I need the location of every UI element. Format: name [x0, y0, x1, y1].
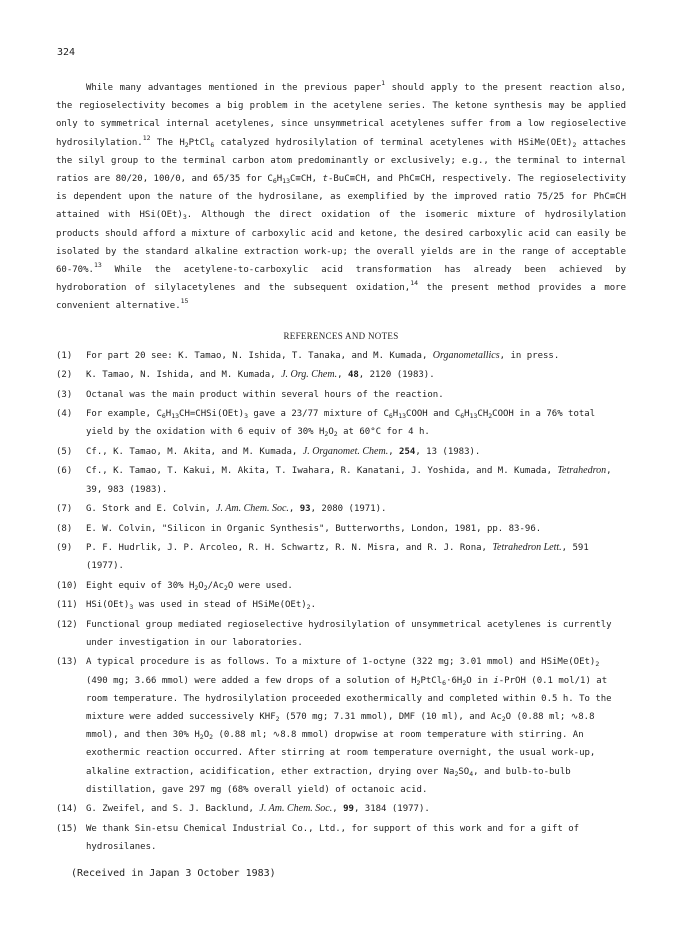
- reference-item: [56, 577, 626, 595]
- reference-text: K. Tamao, N. Ishida, and M. Kumada, J. Org. Chem., 48, 2120 (1983).: [86, 369, 435, 381]
- reference-item: [56, 500, 626, 518]
- reference-item: [56, 596, 626, 614]
- reference-number: (15): [56, 823, 78, 834]
- reference-number: (2): [56, 370, 73, 381]
- reference-item: [56, 616, 626, 652]
- received-date: (Received in Japan 3 October 1983): [71, 868, 276, 880]
- reference-item: [56, 347, 626, 365]
- reference-item: [56, 653, 626, 799]
- reference-text: A typical procedure is as follows. To a mixture of 1-octyne (322 mg; 3.01 mmol) and $HSiMe(OEt)_2$ (490 mg; 3.66 mmol) were added a few drops of a solution of $H_2PtCl_6\cdot 6H_2O$ in i-PrOH (0.1 mol/1) at room temperature. The hydrosilylation proceeded exothermically and completed within 0.5 h. To the mixture were added successively $KHF_2$ (570 mg; 7.31 mmol), DMF (10 ml), and $Ac_2O$ (0.88 ml; ∿8.8 mmol), and then 30% $H_2O_2$ (0.88 ml; ∿8.8 mmol) dropwise at room temperature with stirring. An exothermic reaction occurred. After stirring at room temperature overnight, the usual work-up, alkaline extraction, acidification, ether extraction, drying over $Na_2SO_4$, and bulb-to-bulb distillation, gave 297 mg (68% overall yield) of octanoic acid.: [86, 657, 612, 795]
- reference-item: [56, 366, 626, 384]
- page-number: 324: [57, 47, 76, 58]
- reference-number: (3): [56, 389, 73, 400]
- reference-text: Octanal was the main product within several hours of the reaction.: [86, 389, 444, 400]
- reference-item: [56, 539, 626, 575]
- reference-text: G. Zweifel, and S. J. Backlund, J. Am. Chem. Soc., 99, 3184 (1977).: [86, 803, 430, 815]
- reference-item: [56, 405, 626, 441]
- reference-number: (7): [56, 504, 73, 515]
- reference-number: (12): [56, 619, 78, 630]
- reference-text: E. W. Colvin, "Silicon in Organic Synthesis", Butterworths, London, 1981, pp. 83-96.: [86, 523, 542, 534]
- body-paragraph: While many advantages mentioned in the previous paper$^1$ should apply to the present reaction also, the regioselectivity becomes a big problem in the acetylene series. The ketone synthesis may be applied only to symmetrical internal acetylenes, since unsymmetrical acetylenes suffer from a low regioselective hydrosilylation.$^{12}$ The $H_2PtCl_6$ catalyzed hydrosilylation of terminal acetylenes with $HSiMe(OEt)_2$ attaches the silyl group to the terminal carbon atom predominantly or exclusively; e.g., the terminal to internal ratios are 80/20, 100/0, and 65/35 for $C_6H_{13}C\equiv CH$, t-BuC≡CH, and PhC≡CH, respectively. The regioselectivity is dependent upon the nature of the hydrosilane, as exemplified by the improved ratio 75/25 for PhC≡CH attained with $HSi(OEt)_3$. Although the direct oxidation of the isomeric mixture of hydrosilylation products should afford a mixture of carboxylic acid and ketone, the desired carboxylic acid can easily be isolated by the standard alkaline extraction work-up; the overall yields are in the range of acceptable 60-70%.$^{13}$ While the acetylene-to-carboxylic acid transformation has already been achieved by hydroboration of silylacetylenes and the subsequent oxidation,$^{14}$ the present method provides a more convenient alternative.$^{15}$: [56, 79, 627, 312]
- reference-text: Cf., K. Tamao, T. Kakui, M. Akita, T. Iwahara, R. Kanatani, J. Yoshida, and M. Kumada, Tetrahedron, 39, 983 (1983).: [86, 465, 612, 495]
- reference-text: $HSi(OEt)_3$ was used in stead of $HSiMe(OEt)_2$.: [86, 600, 317, 612]
- reference-item: [56, 820, 626, 856]
- reference-text: Cf., K. Tamao, M. Akita, and M. Kumada, J. Organomet. Chem., 254, 13 (1983).: [86, 445, 481, 457]
- reference-number: (10): [56, 580, 78, 591]
- references-heading: REFERENCES AND NOTES: [283, 330, 399, 341]
- reference-item: [56, 462, 626, 498]
- reference-text: For part 20 see: K. Tamao, N. Ishida, T. Tanaka, and M. Kumada, Organometallics, in press.: [86, 349, 560, 361]
- reference-text: Functional group mediated regioselective hydrosilylation of unsymmetrical acetylenes is currently under investigation in our laboratories.: [86, 619, 612, 648]
- reference-number: (1): [56, 350, 73, 361]
- reference-item: [56, 520, 626, 538]
- reference-text: P. F. Hudrlik, J. P. Arcoleo, R. H. Schwartz, R. N. Misra, and R. J. Rona, Tetrahedron Lett., 591 (1977).: [86, 542, 589, 572]
- reference-number: (6): [56, 466, 73, 477]
- reference-number: (4): [56, 409, 73, 420]
- reference-number: (11): [56, 600, 78, 611]
- reference-text: G. Stork and E. Colvin, J. Am. Chem. Soc., 93, 2080 (1971).: [86, 503, 387, 515]
- reference-item: [56, 386, 626, 404]
- reference-number: (5): [56, 446, 73, 457]
- reference-item: [56, 443, 626, 461]
- reference-text: Eight equiv of 30% $H_2O_2/Ac_2O$ were used.: [86, 580, 293, 592]
- reference-text: We thank Sin-etsu Chemical Industrial Co., Ltd., for support of this work and for a gift of hydrosilanes.: [86, 823, 580, 853]
- reference-number: (13): [56, 657, 78, 668]
- reference-number: (9): [56, 543, 73, 554]
- reference-item: [56, 800, 626, 818]
- reference-text: For example, $C_6H_{13}CH=CHSi(OEt)_3$ gave a 23/77 mixture of $C_6H_{13}COOH$ and $C_6H_{13}CH_2COOH$ in a 76% total yield by the oxidation with 6 equiv of 30% $H_2O_2$ at 60°C for 4 h.: [86, 409, 596, 439]
- reference-number: (14): [56, 804, 78, 815]
- references-list: [56, 347, 626, 857]
- reference-number: (8): [56, 523, 73, 534]
- article-body: [56, 79, 626, 883]
